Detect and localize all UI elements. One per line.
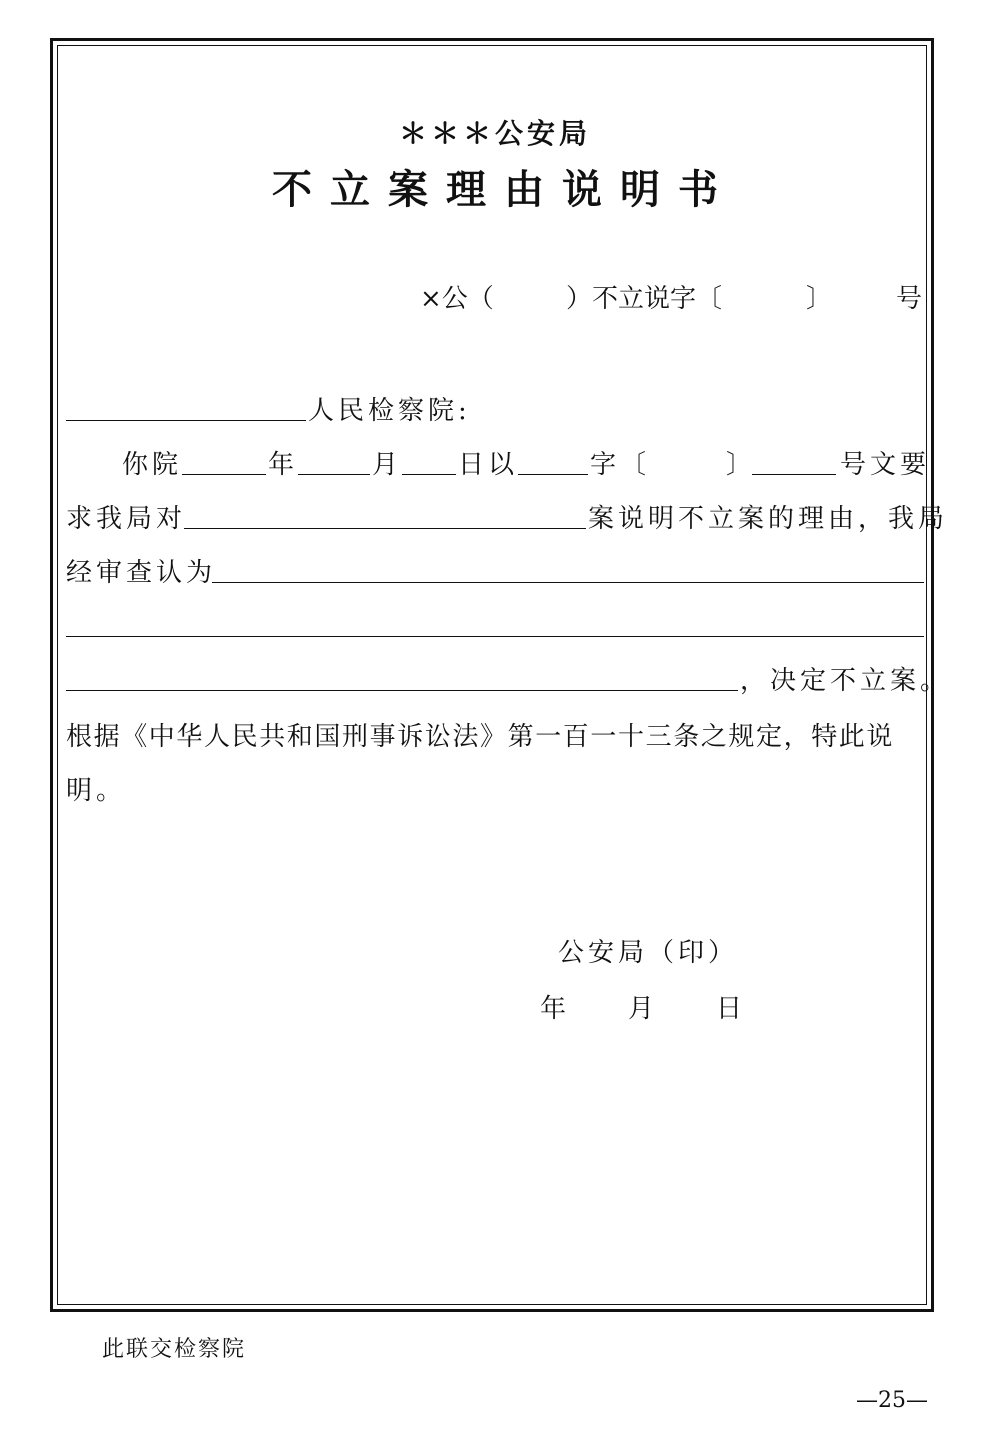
- line1-month: 月: [372, 450, 403, 480]
- line1-part1: 你院: [122, 450, 183, 480]
- doc-number-prefix: ×公（: [420, 284, 494, 314]
- doc-number-suffix: 号: [896, 284, 923, 314]
- document-title: 不立案理由说明书: [272, 166, 736, 213]
- agency-name: ＊＊＊公安局: [398, 117, 591, 150]
- line1-zi-open: 字〔: [590, 450, 651, 480]
- addressee-blank: [66, 420, 306, 421]
- line3-part1: 经审查认为: [66, 558, 217, 588]
- reason-blank-3: [66, 690, 738, 691]
- addressee-suffix: 人民检察院:: [308, 396, 471, 426]
- year-blank: [182, 474, 266, 475]
- line1-hao-tail: 号文要: [840, 450, 931, 480]
- reason-blank-1: [212, 582, 924, 583]
- case-blank: [184, 528, 586, 529]
- day-blank: [402, 474, 456, 475]
- line1-day-yi: 日以: [458, 450, 519, 480]
- hao-blank: [752, 474, 836, 475]
- page-number: —25—: [856, 1388, 928, 1413]
- copy-note: 此联交检察院: [102, 1337, 247, 1362]
- legal-basis: 根据《中华人民共和国刑事诉讼法》第一百一十三条之规定，特此说: [66, 722, 895, 752]
- signature-year: 年: [540, 994, 571, 1024]
- line2-part1: 求我局对: [66, 504, 187, 534]
- doc-number-middle: ）不立说字〔: [566, 284, 723, 314]
- line1-year: 年: [268, 450, 299, 480]
- line5-tail: ，决定不立案。: [740, 666, 951, 696]
- line1-close: 〕: [726, 450, 757, 480]
- signature-month: 月: [628, 994, 659, 1024]
- reason-blank-2: [66, 636, 924, 637]
- seal-label: 公安局（印）: [558, 938, 739, 968]
- legal-basis-end: 明。: [66, 776, 127, 806]
- line2-part2: 案说明不立案的理由，我局: [588, 504, 949, 534]
- doc-number-bracket-close: 〕: [806, 284, 833, 314]
- signature-day: 日: [716, 994, 747, 1024]
- month-blank: [298, 474, 370, 475]
- zi-blank: [518, 474, 588, 475]
